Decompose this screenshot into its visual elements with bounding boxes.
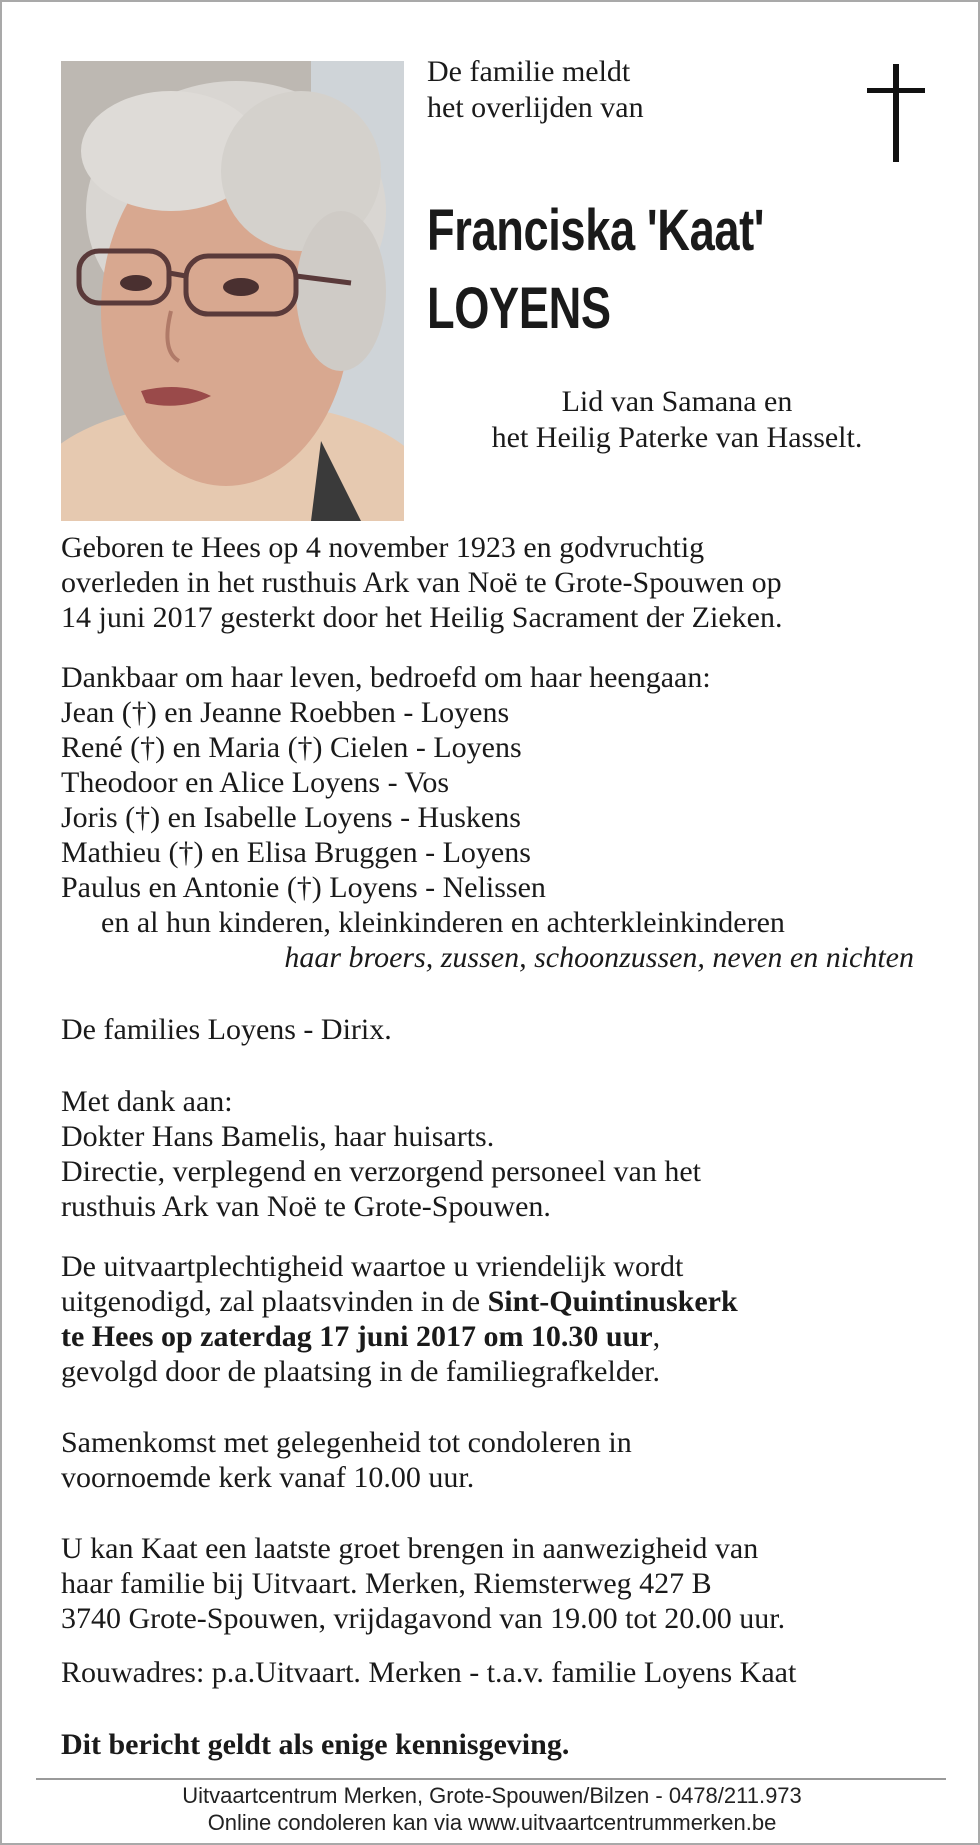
mourning-address xyxy=(61,1655,931,1690)
funeral-date-time: te Hees op zaterdag 17 juni 2017 om 10.30 uur xyxy=(61,1320,653,1353)
family-relatives: haar broers, zussen, schoonzussen, neven en nichten xyxy=(284,941,914,974)
birth-death-line: Geboren te Hees op 4 november 1923 en godvruchtig xyxy=(61,531,705,564)
family-descendants: en al hun kinderen, kleinkinderen en achterkleinkinderen xyxy=(101,906,785,939)
notice-line xyxy=(61,1727,931,1762)
deceased-surname: LOYENS xyxy=(427,276,611,341)
visit-line: haar familie bij Uitvaart. Merken, Riemsterweg 427 B xyxy=(61,1567,712,1600)
funeral-line: gevolgd door de plaatsing in de familiegrafkelder. xyxy=(61,1355,660,1388)
birth-death-line: 14 juni 2017 gesterkt door het Heilig Sacrament der Zieken. xyxy=(61,601,783,634)
notice-text: Dit bericht geldt als enige kennisgeving. xyxy=(61,1728,570,1761)
family-member: Theodoor en Alice Loyens - Vos xyxy=(61,766,449,799)
church-name: Sint-Quintinuskerk xyxy=(487,1285,738,1318)
membership-line: het Heilig Paterke van Hasselt. xyxy=(491,421,863,454)
thanks-line: Met dank aan: xyxy=(61,1085,233,1118)
condolence-line: Samenkomst met gelegenheid tot condoleren in xyxy=(61,1426,632,1459)
announcement-intro xyxy=(427,54,644,126)
deceased-first-name: Franciska 'Kaat' xyxy=(427,198,765,263)
thanks-line: Directie, verplegend en verzorgend personeel van het xyxy=(61,1155,701,1188)
condolence-paragraph xyxy=(61,1425,931,1495)
address-line: Rouwadres: p.a.Uitvaart. Merken - t.a.v. familie Loyens Kaat xyxy=(61,1656,797,1689)
birth-death-line: overleden in het rusthuis Ark van Noë te Grote-Spouwen op xyxy=(61,566,782,599)
funeral-line xyxy=(61,1284,931,1319)
footer-contact: Uitvaartcentrum Merken, Grote-Spouwen/Bilzen - 0478/211.973 xyxy=(182,1783,802,1808)
visit-line: U kan Kaat een laatste groet brengen in aanwezigheid van xyxy=(61,1532,759,1565)
intro-line: het overlijden van xyxy=(427,91,644,124)
visit-paragraph xyxy=(61,1531,931,1636)
family-member: Paulus en Antonie (†) Loyens - Nelissen xyxy=(61,871,546,904)
thanks-line: rusthuis Ark van Noë te Grote-Spouwen. xyxy=(61,1190,551,1223)
family-list xyxy=(61,660,931,975)
footer-divider xyxy=(36,1778,946,1780)
portrait-illustration xyxy=(61,61,404,521)
funeral-line xyxy=(61,1319,931,1354)
family-member: Joris (†) en Isabelle Loyens - Huskens xyxy=(61,801,521,834)
membership-note xyxy=(427,384,927,456)
birth-death-paragraph xyxy=(61,530,931,635)
families-text: De families Loyens - Dirix. xyxy=(61,1013,392,1046)
condolence-line: voornoemde kerk vanaf 10.00 uur. xyxy=(61,1461,475,1494)
latin-cross-icon xyxy=(867,64,925,162)
funeral-home-footer xyxy=(2,1782,980,1836)
portrait-photo xyxy=(61,61,404,521)
funeral-paragraph xyxy=(61,1249,931,1389)
intro-line: De familie meldt xyxy=(427,55,631,88)
funeral-text: uitgenodigd, zal plaatsvinden in de xyxy=(61,1285,488,1318)
footer-website: Online condoleren kan via www.uitvaartcentrummerken.be xyxy=(207,1810,777,1835)
family-member: René (†) en Maria (†) Cielen - Loyens xyxy=(61,731,522,764)
visit-line: 3740 Grote-Spouwen, vrijdagavond van 19.00 tot 20.00 uur. xyxy=(61,1602,786,1635)
family-member: Jean (†) en Jeanne Roebben - Loyens xyxy=(61,696,510,729)
funeral-text: , xyxy=(652,1320,661,1353)
thanks-line: Dokter Hans Bamelis, haar huisarts. xyxy=(61,1120,495,1153)
family-member: Mathieu (†) en Elisa Bruggen - Loyens xyxy=(61,836,531,869)
deceased-name xyxy=(427,192,764,348)
funeral-line: De uitvaartplechtigheid waartoe u vriendelijk wordt xyxy=(61,1250,684,1283)
membership-line: Lid van Samana en xyxy=(561,385,793,418)
families-line xyxy=(61,1012,931,1047)
family-intro: Dankbaar om haar leven, bedroefd om haar heengaan: xyxy=(61,661,711,694)
thanks-paragraph xyxy=(61,1084,931,1224)
